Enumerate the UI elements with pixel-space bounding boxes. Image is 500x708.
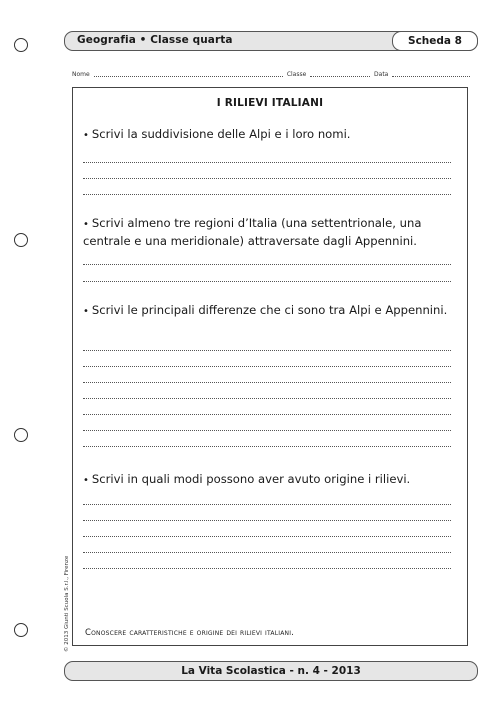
class-field[interactable] [310,70,370,77]
answer-line[interactable] [83,162,451,163]
question-3 [83,302,455,320]
answer-line[interactable] [83,350,451,351]
answer-line[interactable] [83,194,451,195]
bullet-icon: • [83,219,89,230]
bullet-icon: • [83,475,89,486]
header-bar [64,31,478,51]
answer-line[interactable] [83,552,451,553]
worksheet-title: I RILIEVI ITALIANI [216,97,324,109]
bullet-icon: • [83,306,89,317]
student-info-row [72,68,474,78]
footer-bar: La Vita Scolastica - n. 4 - 2013 [64,661,478,681]
sheet-number: Scheda 8 [392,31,478,51]
class-label: Classe [286,71,307,78]
copyright-notice: © 2013 Giunti Scuola S.r.l., Firenze [64,555,70,652]
bullet-icon: • [83,130,89,141]
answer-line[interactable] [83,382,451,383]
answer-line[interactable] [83,281,451,282]
answer-line[interactable] [83,178,451,179]
question-text: Scrivi almeno tre regioni d’Italia (una settentrionale, una centrale e una meridionale) attraversate dagli Appennini. [83,216,422,248]
question-text: Scrivi in quali modi possono aver avuto origine i rilievi. [91,472,411,486]
name-label: Nome [72,71,90,78]
date-field[interactable] [392,70,470,77]
answer-line[interactable] [83,504,451,505]
answer-line[interactable] [83,398,451,399]
worksheet-frame [72,87,468,646]
answer-line[interactable] [83,366,451,367]
answer-line[interactable] [83,520,451,521]
answer-line[interactable] [83,264,451,265]
date-label: Data [374,71,389,78]
learning-objective: Conoscere caratteristiche e origine dei rilievi italiani. [85,628,295,638]
binder-hole-4 [14,623,28,637]
question-1 [83,126,455,144]
binder-hole-1 [14,38,28,52]
answer-line[interactable] [83,446,451,447]
name-field[interactable] [94,70,283,77]
question-text: Scrivi la suddivisione delle Alpi e i loro nomi. [91,127,351,141]
answer-line[interactable] [83,568,451,569]
binder-hole-2 [14,233,28,247]
answer-line[interactable] [83,430,451,431]
question-text: Scrivi le principali differenze che ci sono tra Alpi e Appennini. [91,303,448,317]
answer-line[interactable] [83,536,451,537]
question-2 [83,215,455,249]
answer-line[interactable] [83,414,451,415]
subject-label: Geografia • Classe quarta [77,34,233,46]
question-4 [83,471,455,489]
binder-hole-3 [14,428,28,442]
